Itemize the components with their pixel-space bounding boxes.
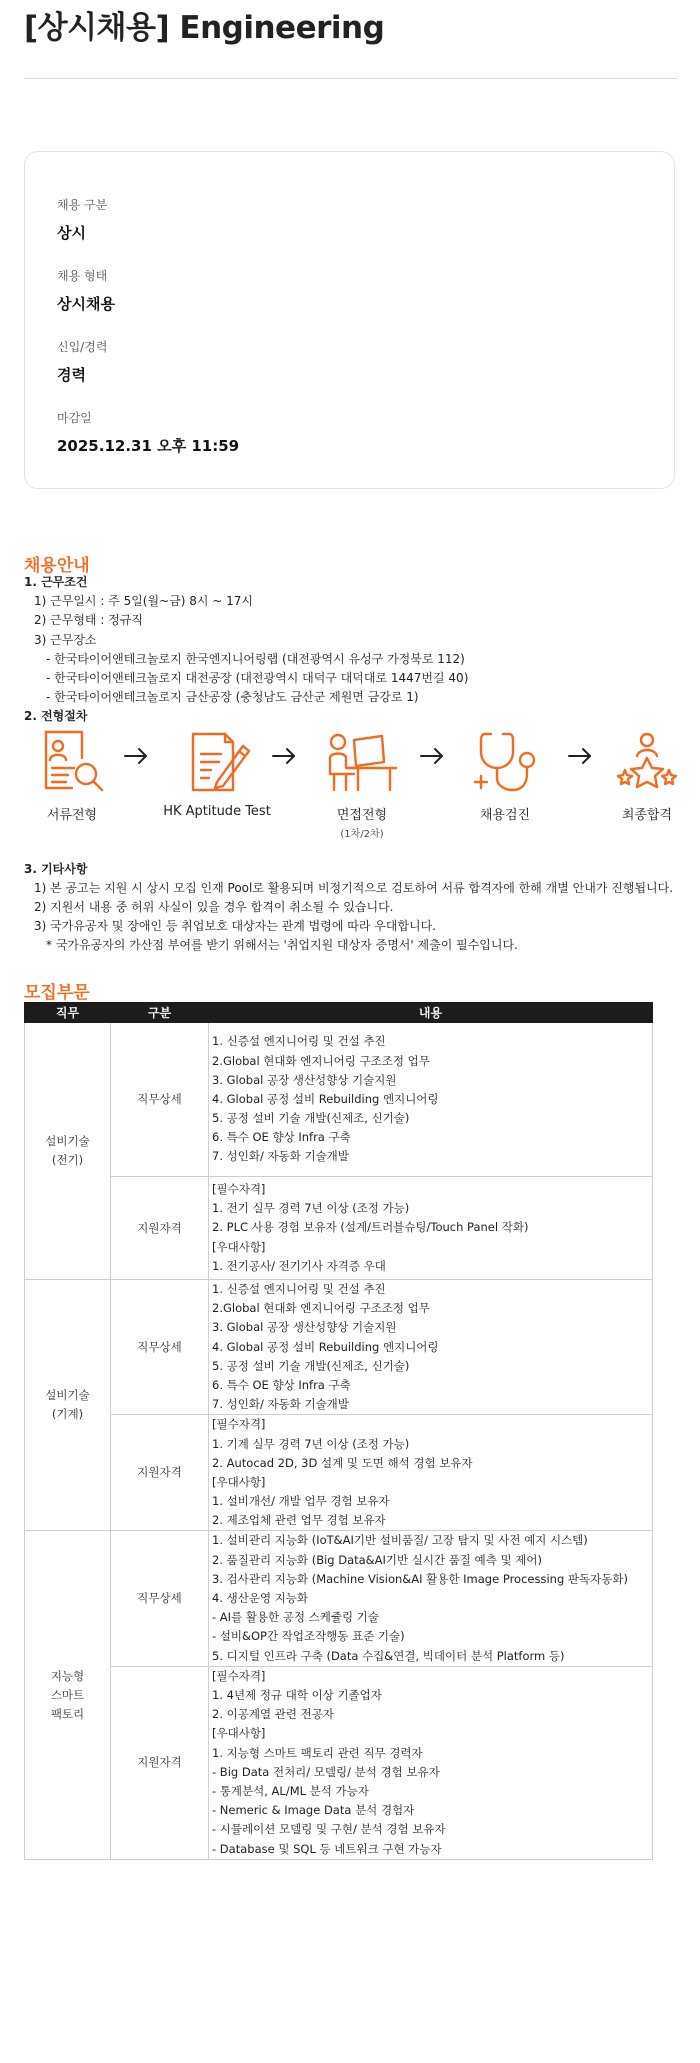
content-line: - 통계분석, AL/ML 분석 가능자	[212, 1783, 369, 1798]
row-type-cell: 지원자격	[111, 1415, 209, 1531]
interview-desk-icon	[324, 728, 400, 796]
content-line: - AI를 활용한 공정 스케쥴링 기술	[212, 1610, 379, 1625]
info-label: 마감일	[57, 411, 92, 425]
content-line: [우대사항]	[212, 1726, 266, 1741]
info-value: 2025.12.31 오후 11:59	[57, 437, 240, 455]
process-step	[312, 728, 412, 840]
content-line: 1. 지능형 스마트 팩토리 관련 직무 경력자	[212, 1745, 423, 1760]
column-header: 내용	[209, 1003, 653, 1023]
info-field-deadline	[57, 409, 239, 456]
process-step	[22, 728, 122, 823]
process-step	[602, 728, 692, 823]
content-line: 1. 전기 실무 경력 7년 이상 (조정 가능)	[212, 1201, 410, 1216]
conditions-title: 1. 근무조건	[24, 575, 88, 589]
content-line: 2. 제조업체 관련 업무 경험 보유자	[212, 1513, 386, 1528]
person-stars-icon	[611, 728, 683, 796]
content-line: 5. 공정 설비 기술 개발(신제조, 신기술)	[212, 1358, 410, 1373]
content-line: 1. 신증설 엔지니어링 및 건설 추진	[212, 1282, 386, 1296]
row-content-cell	[209, 1531, 653, 1666]
content-line: - 시뮬레이션 모델링 및 구현/ 분석 경험 보유자	[212, 1822, 446, 1837]
content-line: 2.Global 현대화 엔지니어링 구조조정 업무	[212, 1053, 430, 1068]
job-name-line: (기계)	[51, 1407, 84, 1422]
content-line: 1. 4년제 정규 대학 이상 기졸업자	[212, 1688, 382, 1702]
row-content-cell	[209, 1280, 653, 1415]
content-line: 6. 특수 OE 향상 Infra 구축	[212, 1377, 351, 1392]
process-step	[152, 728, 282, 819]
job-name-line: 설비기술	[45, 1134, 90, 1148]
content-line: 1. 설비관리 지능화 (IoT&AI기반 설비품질/ 고장 탐지 및 사전 예지 시스템)	[212, 1533, 588, 1548]
step-label: 채용검진	[479, 808, 531, 823]
content-line: [우대사항]	[212, 1239, 266, 1254]
job-name-line: 스마트	[50, 1687, 85, 1702]
conditions-line: 3) 근무장소	[34, 632, 97, 647]
step-sublabel: (1차/2차)	[340, 829, 384, 840]
column-header: 구분	[111, 1003, 209, 1023]
info-label: 채용 형태	[57, 269, 108, 283]
test-paper-pencil-icon	[181, 728, 253, 796]
job-name-line: 팩토리	[50, 1706, 85, 1721]
row-type-cell: 직무상세	[111, 1023, 209, 1177]
work-place: - 한국타이어앤테크놀로지 금산공장 (충청남도 금산군 제원면 금강로 1)	[46, 690, 419, 705]
row-type-cell: 지원자격	[111, 1177, 209, 1280]
step-label: 최종합격	[621, 808, 673, 823]
info-field-form	[57, 267, 115, 314]
row-content-cell	[209, 1023, 653, 1177]
title-divider	[24, 78, 677, 79]
arrow-right-icon	[566, 746, 594, 770]
job-name-cell	[25, 1280, 111, 1531]
content-line: 2. 이공계열 관련 전공자	[212, 1707, 334, 1722]
info-field-type	[57, 196, 107, 243]
process-title: 2. 전형절차	[24, 709, 88, 724]
column-header: 직무	[25, 1003, 111, 1023]
row-content-cell	[209, 1666, 653, 1859]
job-name-line: (전기)	[51, 1153, 84, 1167]
content-line: 7. 성인화/ 자동화 기술개발	[212, 1149, 349, 1164]
job-name-cell	[25, 1023, 111, 1280]
content-line: 5. 공정 설비 기술 개발(신제조, 신기술)	[212, 1111, 410, 1126]
content-line: 1. 전기공사/ 전기기사 자격증 우대	[212, 1258, 386, 1273]
content-line: 1. 설비개선/ 개발 업무 경험 보유자	[212, 1494, 390, 1509]
row-type-cell: 직무상세	[111, 1531, 209, 1666]
content-line: [우대사항]	[212, 1474, 266, 1489]
conditions-line: 1) 근무일시 : 주 5일(월~금) 8시 ~ 17시	[34, 594, 253, 609]
step-label: 서류전형	[46, 808, 98, 823]
info-label: 채용 구분	[57, 198, 108, 212]
section-heading-recruit: 모집부문	[24, 983, 90, 1003]
content-line: 3. 검사관리 지능화 (Machine Vision&AI 활용한 Image Processing 판독자동화)	[212, 1571, 628, 1586]
recruit-table	[24, 1002, 653, 1860]
table-row	[25, 1666, 653, 1859]
table-row	[25, 1280, 653, 1415]
content-line: 4. 생산운영 지능화	[212, 1591, 309, 1605]
content-line: - Big Data 전처리/ 모델링/ 분석 경험 보유자	[212, 1764, 440, 1779]
content-line: [필수자격]	[212, 1668, 266, 1683]
work-place: - 한국타이어앤테크놀로지 대전공장 (대전광역시 대덕구 대덕대로 1447번길 40)	[46, 670, 469, 685]
content-line: [필수자격]	[212, 1417, 266, 1432]
table-row	[25, 1531, 653, 1666]
page-title: [상시채용] Engineering	[24, 10, 385, 46]
arrow-right-icon	[270, 746, 298, 770]
content-line: 7. 성인화/ 자동화 기술개발	[212, 1397, 349, 1412]
content-line: 2.Global 현대화 엔지니어링 구조조정 업무	[212, 1301, 430, 1316]
content-line: 2. 품질관리 지능화 (Big Data&AI기반 실시간 품질 예측 및 제어)	[212, 1552, 542, 1567]
table-header-row	[25, 1003, 653, 1023]
other-line: 2) 지원서 내용 중 허위 사실이 있을 경우 합격이 취소될 수 있습니다.	[34, 899, 394, 914]
info-value: 상시	[57, 224, 86, 242]
row-content-cell	[209, 1415, 653, 1531]
other-title: 3. 기타사항	[24, 861, 88, 876]
content-line: - Nemeric & Image Data 분석 경험자	[212, 1803, 415, 1818]
conditions-line: 2) 근무형태 : 정규직	[34, 613, 143, 628]
content-line: - Database 및 SQL 등 네트워크 구현 가능자	[212, 1841, 442, 1856]
work-place: - 한국타이어앤테크놀로지 한국엔지니어링랩 (대전광역시 유성구 가정북로 112)	[46, 651, 465, 666]
content-line: 3. Global 공장 생산성향상 기술지원	[212, 1320, 397, 1335]
content-line: 2. PLC 사용 경험 보유자 (설계/트러블슈팅/Touch Panel 작화)	[212, 1220, 529, 1235]
arrow-right-icon	[418, 746, 446, 770]
content-line: 6. 특수 OE 향상 Infra 구축	[212, 1130, 351, 1145]
table-row	[25, 1415, 653, 1531]
stethoscope-icon	[469, 728, 541, 796]
job-info-card	[24, 151, 675, 489]
table-row	[25, 1177, 653, 1280]
step-label: 면접전형	[336, 808, 388, 823]
content-line: 1. 신증설 엔지니어링 및 건설 추진	[212, 1034, 386, 1049]
job-name-line: 설비기술	[45, 1388, 90, 1403]
other-line: 3) 국가유공자 및 장애인 등 취업보호 대상자는 관계 법령에 따라 우대합니다.	[34, 919, 437, 934]
arrow-right-icon	[122, 746, 150, 770]
content-line: - 설비&OP간 작업조작행동 표준 기술)	[212, 1629, 405, 1644]
content-line: 3. Global 공장 생산성향상 기술지원	[212, 1072, 397, 1087]
job-name-cell	[25, 1531, 111, 1859]
content-line: 4. Global 공정 설비 Rebuilding 엔지니어링	[212, 1091, 439, 1106]
info-value: 상시채용	[57, 295, 115, 313]
row-content-cell	[209, 1177, 653, 1280]
other-line: 1) 본 공고는 지원 시 상시 모집 인재 Pool로 활용되며 비정기적으로 검토하여 서류 합격자에 한해 개별 안내가 진행됩니다.	[34, 880, 674, 895]
row-type-cell: 지원자격	[111, 1666, 209, 1859]
other-note: * 국가유공자의 가산점 부여를 받기 위해서는 '취업지원 대상자 증명서' 제출이 필수입니다.	[46, 938, 518, 953]
content-line: [필수자격]	[212, 1182, 266, 1197]
process-step	[460, 728, 550, 823]
content-line: 5. 디지털 인프라 구축 (Data 수집&연결, 빅데이터 분석 Platform 등)	[212, 1648, 565, 1663]
content-line: 2. Autocad 2D, 3D 설계 및 도면 해석 경험 보유자	[212, 1455, 473, 1470]
content-line: 4. Global 공정 설비 Rebuilding 엔지니어링	[212, 1339, 439, 1354]
step-label: HK Aptitude Test	[163, 804, 271, 819]
section-heading-guide: 채용안내	[24, 556, 90, 576]
row-type-cell: 직무상세	[111, 1280, 209, 1415]
info-field-career	[57, 338, 107, 385]
info-label: 신입/경력	[57, 340, 108, 354]
content-line: 1. 기계 실무 경력 7년 이상 (조정 가능)	[212, 1436, 410, 1451]
info-value: 경력	[57, 366, 86, 384]
job-name-line: 지능형	[50, 1668, 85, 1683]
table-row	[25, 1023, 653, 1177]
document-search-icon	[36, 728, 108, 796]
